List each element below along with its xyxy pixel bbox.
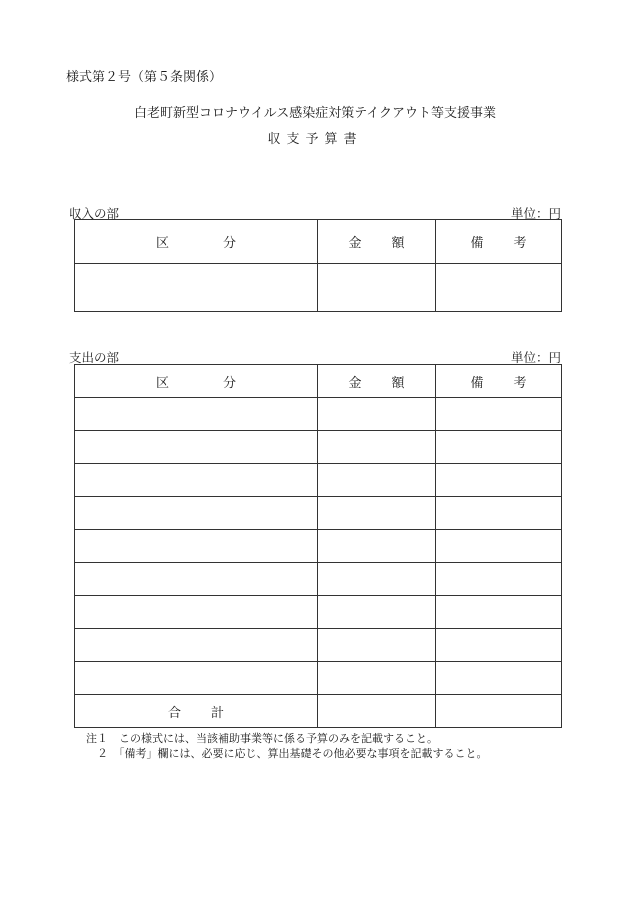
expense-amount-cell[interactable]	[318, 431, 436, 464]
table-row	[75, 563, 562, 596]
income-header-category: 区 分	[75, 220, 318, 264]
total-label: 合 計	[75, 695, 318, 728]
expense-amount-cell[interactable]	[318, 662, 436, 695]
income-unit-label: 単位：円	[510, 206, 561, 221]
expense-remarks-cell[interactable]	[436, 530, 562, 563]
expense-header-category: 区 分	[75, 365, 318, 398]
table-row	[75, 629, 562, 662]
expense-amount-cell[interactable]	[318, 398, 436, 431]
expense-header-amount: 金 額	[318, 365, 436, 398]
table-row	[75, 530, 562, 563]
expense-remarks-cell[interactable]	[436, 629, 562, 662]
expense-category-cell[interactable]	[75, 464, 318, 497]
expense-category-cell[interactable]	[75, 563, 318, 596]
expense-section-label: 支出の部	[69, 350, 120, 365]
expense-amount-cell[interactable]	[318, 563, 436, 596]
expense-remarks-cell[interactable]	[436, 431, 562, 464]
document-subtitle: 収支予算書	[267, 132, 363, 147]
form-number: 様式第２号（第５条関係）	[66, 70, 223, 85]
table-row	[75, 464, 562, 497]
income-remarks-cell[interactable]	[436, 264, 562, 312]
expense-remarks-cell[interactable]	[436, 398, 562, 431]
expense-category-cell[interactable]	[75, 398, 318, 431]
table-row	[75, 497, 562, 530]
expense-category-cell[interactable]	[75, 596, 318, 629]
income-table	[74, 219, 562, 312]
expense-remarks-cell[interactable]	[436, 464, 562, 497]
expense-category-cell[interactable]	[75, 530, 318, 563]
expense-remarks-cell[interactable]	[436, 497, 562, 530]
expense-amount-cell[interactable]	[318, 596, 436, 629]
expense-amount-cell[interactable]	[318, 629, 436, 662]
expense-table	[74, 364, 562, 728]
expense-remarks-cell[interactable]	[436, 662, 562, 695]
income-header-remarks: 備 考	[436, 220, 562, 264]
expense-remarks-cell[interactable]	[436, 563, 562, 596]
table-row	[75, 398, 562, 431]
note-1: 注１ この様式には、当該補助事業等に係る予算のみを記載すること。	[86, 732, 438, 745]
table-row	[75, 662, 562, 695]
income-header-amount: 金 額	[318, 220, 436, 264]
income-header-row	[75, 220, 562, 264]
expense-category-cell[interactable]	[75, 662, 318, 695]
income-amount-cell[interactable]	[318, 264, 436, 312]
expense-remarks-cell[interactable]	[436, 596, 562, 629]
table-row	[75, 596, 562, 629]
total-remarks-cell[interactable]	[436, 695, 562, 728]
expense-category-cell[interactable]	[75, 431, 318, 464]
total-row	[75, 695, 562, 728]
table-row	[75, 431, 562, 464]
table-row	[75, 264, 562, 312]
expense-header-remarks: 備 考	[436, 365, 562, 398]
expense-unit-label: 単位：円	[510, 350, 561, 365]
document-title: 白老町新型コロナウイルス感染症対策テイクアウト等支援事業	[133, 106, 497, 121]
expense-amount-cell[interactable]	[318, 530, 436, 563]
income-section-label: 収入の部	[69, 206, 120, 221]
total-amount-cell[interactable]	[318, 695, 436, 728]
expense-amount-cell[interactable]	[318, 497, 436, 530]
expense-amount-cell[interactable]	[318, 464, 436, 497]
expense-header-row	[75, 365, 562, 398]
expense-category-cell[interactable]	[75, 497, 318, 530]
income-category-cell[interactable]	[75, 264, 318, 312]
note-2: ２ 「備考」欄には、必要に応じ、算出基礎その他必要な事項を記載すること。	[86, 747, 488, 760]
expense-category-cell[interactable]	[75, 629, 318, 662]
